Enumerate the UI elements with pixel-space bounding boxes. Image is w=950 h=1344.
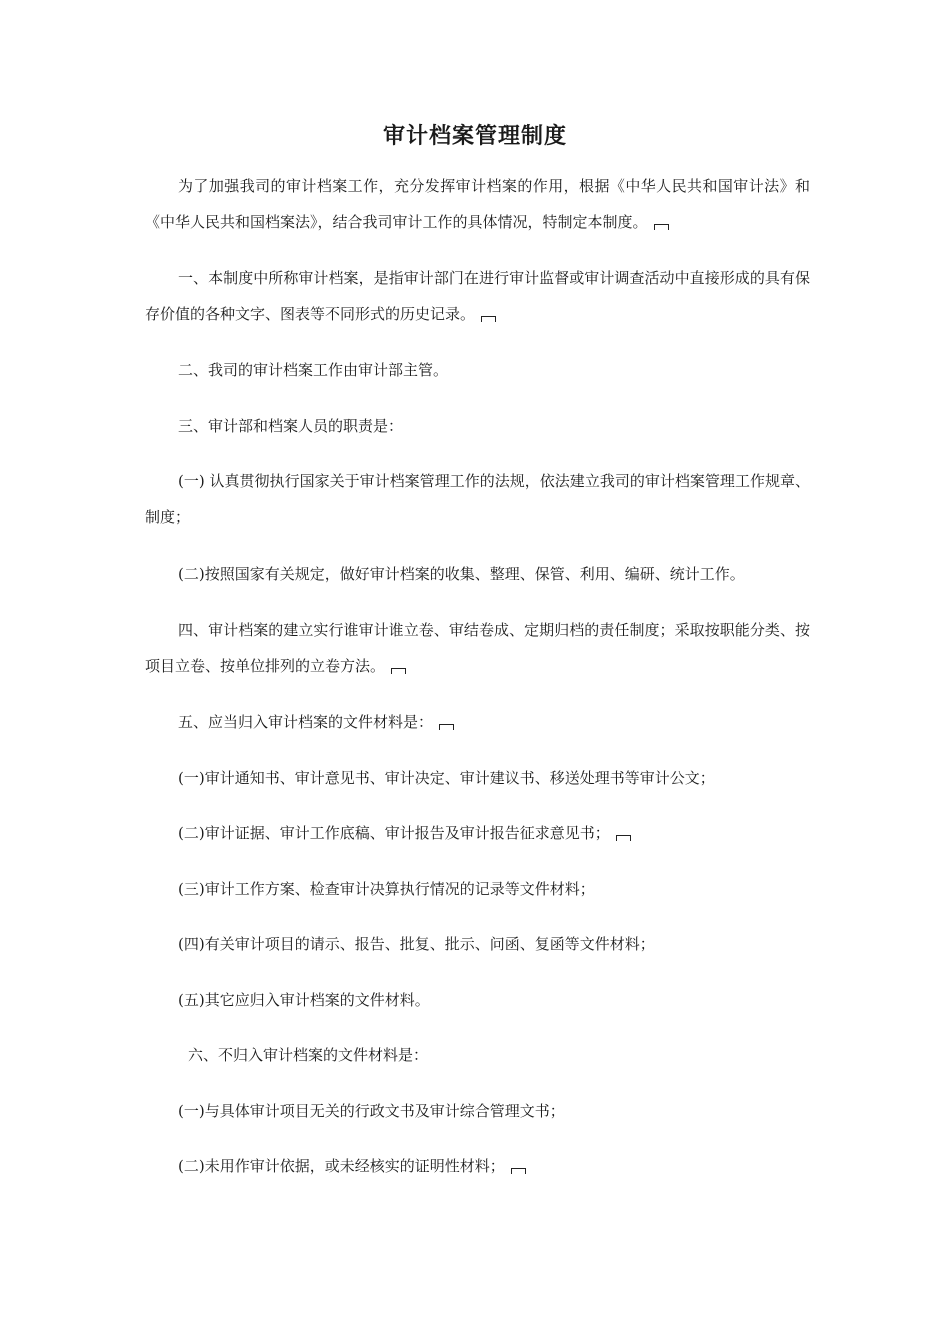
- section-5-item-1: [145, 760, 810, 796]
- section-6-item-2: [145, 1148, 810, 1184]
- section-3-item-2: [145, 556, 810, 592]
- paragraph-text: (五)其它应归入审计档案的文件材料。: [178, 991, 430, 1009]
- section-3-item-1: [145, 463, 810, 535]
- section-5-paragraph: [145, 704, 810, 740]
- paragraph-text: 四、审计档案的建立实行谁审计谁立卷、审结卷成、定期归档的责任制度；采取按职能分类、按项目立卷、按单位排列的立卷方法。: [145, 621, 810, 675]
- intro-paragraph: [145, 168, 810, 240]
- section-5-item-2: [145, 815, 810, 851]
- paragraph-text: 二、我司的审计档案工作由审计部主管。: [178, 361, 449, 379]
- paragraph-text: (一)审计通知书、审计意见书、审计决定、审计建议书、移送处理书等审计公文；: [178, 769, 715, 787]
- paragraph-mark-icon: [616, 835, 631, 841]
- paragraph-text: (三)审计工作方案、检查审计决算执行情况的记录等文件材料；: [178, 880, 595, 898]
- paragraph-mark-icon: [511, 1168, 526, 1174]
- section-5-item-4: [145, 926, 810, 962]
- section-1-paragraph: [145, 260, 810, 332]
- paragraph-text: (二)审计证据、审计工作底稿、审计报告及审计报告征求意见书；: [178, 824, 610, 842]
- paragraph-mark-icon: [439, 724, 454, 730]
- paragraph-text: 一、本制度中所称审计档案，是指审计部门在进行审计监督或审计调查活动中直接形成的具有保存价值的各种文字、图表等不同形式的历史记录。: [145, 269, 810, 323]
- section-6-paragraph: [145, 1037, 810, 1073]
- paragraph-text: (一)与具体审计项目无关的行政文书及审计综合管理文书；: [178, 1102, 565, 1120]
- section-3-paragraph: [145, 408, 810, 444]
- paragraph-text: (一) 认真贯彻执行国家关于审计档案管理工作的法规，依法建立我司的审计档案管理工作规章、制度；: [145, 472, 810, 526]
- section-2-paragraph: [145, 352, 810, 388]
- paragraph-text: 三、审计部和档案人员的职责是：: [178, 417, 404, 435]
- paragraph-mark-icon: [654, 224, 669, 230]
- section-4-paragraph: [145, 612, 810, 684]
- section-5-item-5: [145, 982, 810, 1018]
- paragraph-text: 六、不归入审计档案的文件材料是：: [188, 1046, 429, 1064]
- paragraph-text: 五、应当归入审计档案的文件材料是：: [178, 713, 434, 731]
- section-5-item-3: [145, 871, 810, 907]
- paragraph-text: (二)按照国家有关规定，做好审计档案的收集、整理、保管、利用、编研、统计工作。: [178, 565, 745, 583]
- paragraph-text: 为了加强我司的审计档案工作，充分发挥审计档案的作用，根据《中华人民共和国审计法》和《中华人民共和国档案法》，结合我司审计工作的具体情况，特制定本制度。: [145, 177, 810, 231]
- paragraph-text: (二)未用作审计依据，或未经核实的证明性材料；: [178, 1157, 505, 1175]
- paragraph-mark-icon: [481, 316, 496, 322]
- section-6-item-1: [145, 1093, 810, 1129]
- paragraph-mark-icon: [391, 668, 406, 674]
- paragraph-text: (四)有关审计项目的请示、报告、批复、批示、问函、复函等文件材料；: [178, 935, 655, 953]
- document-title: 审计档案管理制度: [382, 124, 567, 149]
